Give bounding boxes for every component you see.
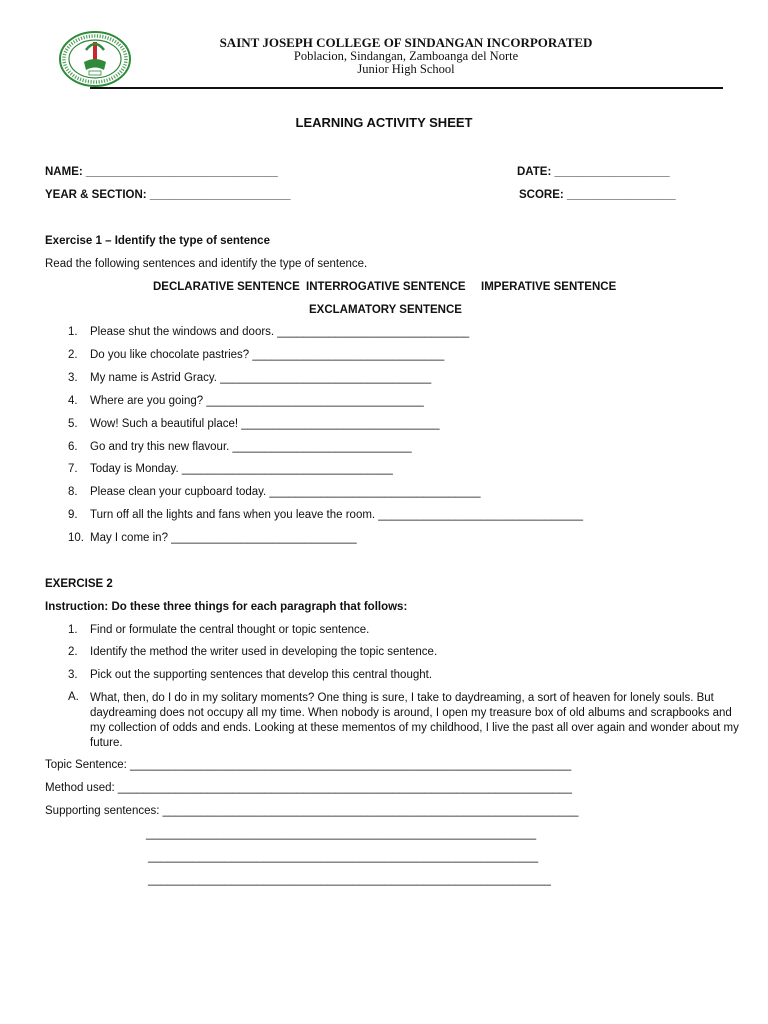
answer-line[interactable]: _____________________________________________________________: [146, 828, 537, 840]
exercise1-item[interactable]: May I come in? _____________________________: [90, 532, 357, 544]
supporting-sentences-field[interactable]: Supporting sentences: _________________________________________________________________: [45, 805, 579, 817]
item-number: 7.: [68, 463, 78, 475]
exercise1-item[interactable]: Please shut the windows and doors. ______________________________: [90, 326, 470, 338]
item-number: 3.: [68, 372, 78, 384]
exercise2-instruction: Instruction: Do these three things for each paragraph that follows:: [45, 601, 408, 613]
type-interrogative: INTERROGATIVE SENTENCE: [306, 281, 466, 293]
type-declarative: DECLARATIVE SENTENCE: [153, 281, 300, 293]
exercise1-heading: Exercise 1 – Identify the type of sentence: [45, 235, 270, 247]
step-number: 3.: [68, 669, 78, 681]
school-address: Poblacion, Sindangan, Zamboanga del Norte: [293, 49, 519, 63]
header-divider: [90, 87, 723, 89]
exercise1-item[interactable]: My name is Astrid Gracy. _________________________________: [90, 372, 432, 384]
exercise1-item[interactable]: Please clean your cupboard today. _________________________________: [90, 486, 481, 498]
exercise1-instruction: Read the following sentences and identify the type of sentence.: [45, 258, 368, 270]
item-number: 4.: [68, 395, 78, 407]
name-field[interactable]: NAME: ______________________________: [45, 166, 278, 178]
exercise2-step: Pick out the supporting sentences that develop this central thought.: [90, 669, 433, 681]
answer-line[interactable]: _______________________________________________________________: [148, 874, 551, 886]
step-number: 2.: [68, 646, 78, 658]
item-number: 1.: [68, 326, 78, 338]
step-number: 1.: [68, 624, 78, 636]
exercise1-item[interactable]: Today is Monday. _________________________________: [90, 463, 393, 475]
exercise2-step: Find or formulate the central thought or topic sentence.: [90, 624, 370, 636]
year-section-field[interactable]: YEAR & SECTION: ______________________: [45, 189, 291, 201]
sheet-title: LEARNING ACTIVITY SHEET: [295, 115, 473, 130]
answer-line[interactable]: _____________________________________________________________: [148, 851, 539, 863]
school-department: Junior High School: [357, 62, 455, 76]
type-imperative: IMPERATIVE SENTENCE: [481, 281, 617, 293]
reading-paragraph: What, then, do I do in my solitary moments? One thing is sure, I take to daydreaming, a sort of heaven for lonely souls. But daydreaming does not occupy all my time. When nobody is around, I open my treasure box of old albums and scrapbooks and my collection of odds and ends. Looking at these mementos of my childhood, I live the past all over again and wonder about my future.: [90, 692, 739, 749]
item-number: 5.: [68, 418, 78, 430]
item-number: 6.: [68, 441, 78, 453]
exercise1-item[interactable]: Turn off all the lights and fans when you leave the room. ________________________________: [90, 509, 583, 521]
date-field[interactable]: DATE: __________________: [517, 166, 670, 178]
exercise2-step: Identify the method the writer used in developing the topic sentence.: [90, 646, 438, 658]
score-field[interactable]: SCORE: _________________: [519, 189, 676, 201]
exercise1-item[interactable]: Where are you going? __________________________________: [90, 395, 424, 407]
method-used-field[interactable]: Method used: _______________________________________________________________________: [45, 782, 572, 794]
exercise1-item[interactable]: Wow! Such a beautiful place! _______________________________: [90, 418, 440, 430]
topic-sentence-field[interactable]: Topic Sentence: _____________________________________________________________________: [45, 759, 572, 771]
item-number: 8.: [68, 486, 78, 498]
item-number: 9.: [68, 509, 78, 521]
item-number: 2.: [68, 349, 78, 361]
item-number: 10.: [68, 532, 84, 544]
exercise1-item[interactable]: Do you like chocolate pastries? ______________________________: [90, 349, 445, 361]
type-exclamatory: EXCLAMATORY SENTENCE: [309, 304, 462, 316]
paragraph-label: A.: [68, 691, 79, 703]
exercise1-item[interactable]: Go and try this new flavour. ____________________________: [90, 441, 412, 453]
school-name: SAINT JOSEPH COLLEGE OF SINDANGAN INCORPORATED: [219, 35, 593, 50]
exercise2-heading: EXERCISE 2: [45, 578, 113, 590]
